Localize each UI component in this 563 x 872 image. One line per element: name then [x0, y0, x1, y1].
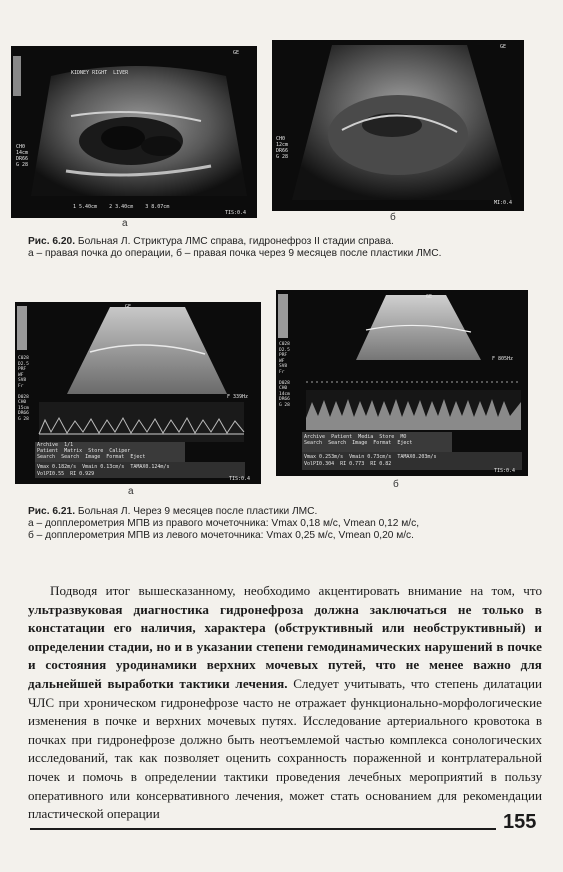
scale-text: F 805Hz [492, 356, 514, 362]
tis-text: TIS:0.4 [494, 468, 516, 474]
ultrasound-image-6-20b [272, 40, 524, 211]
side-parameters: CH0 12cm DR66 G 28 [276, 136, 289, 160]
figure-caption-6-20 [28, 236, 548, 260]
brand-text: GE [426, 294, 433, 300]
caption-subtitle: а – правая почка до операции, б – правая почка через 9 месяцев после пластики ЛМС. [28, 248, 442, 259]
paragraph-continuation: Следует учитывать, что степень дилатации ЧЛС при хроническом гидронефрозе часто не отражает функционально-морфологические изменения в почке и верхних мочевых путях. Исследование артериального кровотока в почках при гидронефрозе должно быть неотъемлемой частью комплекса сонологических исследований, так как позволяет оценить сохранность пораженной и контрлатеральной почек и помочь в определении тактики проведения лечебных мероприятий в пользу оперативного или консервативного лечения, может стать основанием для рекомендации пластической операции [28, 675, 542, 822]
measurements-text-2: VolPI0.55 RI 0.929 [37, 471, 95, 477]
tis-text: TIS:0.4 [225, 210, 247, 216]
side-parameters: C028 D2.5 PRF WF SV8 Fr D028 CH0 14cm DR66 G 28 [279, 342, 290, 408]
brand-text: GE [233, 50, 240, 56]
paragraph-intro: Подводя итог вышесказанному, необходимо акцентировать внимание на том, что [50, 583, 542, 598]
figure-label-a: а [128, 486, 134, 497]
side-parameters: C028 D2.5 PRF WF SV8 Fr D028 CH0 15cm DR66 G 28 [18, 356, 29, 422]
tis-text: MI:0.4 [494, 200, 513, 206]
caption-number: Рис. 6.20. [28, 236, 76, 247]
figure-label-b: б [390, 212, 396, 223]
caption-subtitle-1: а – допплерометрия МПВ из правого мочеточника: Vmax 0,18 м/с, Vmean 0,12 м/с, [28, 518, 420, 529]
brand-text: GE [125, 304, 132, 310]
paragraph-emphasis: ультразвуковая диагностика гидронефроза должна заключаться не только в констатации его наличия, характера (обструктивный или необструктивный) и определении стадии, но и в указании степени гемодинамических нарушений в почке и состояния уродинамики верхних мочевых путей, что не менее важно для дальнейшей выработки тактики лечения. [28, 601, 542, 691]
footer-rule [30, 828, 496, 830]
measurements-text: Vmax 0.182m/s Vmain 0.13cm/s TAMAX0.124m/s [37, 464, 170, 470]
caption-title: Больная Л. Стриктура ЛМС справа, гидронефроз II стадии справа. [77, 236, 394, 247]
doppler-image-6-21b [276, 290, 528, 476]
image-header-text: KIDNEY RIGHT LIVER [71, 70, 129, 76]
body-paragraph [28, 582, 542, 824]
figure-caption-6-21 [28, 506, 548, 542]
menu-text: Archive 1/1 Patient Matrix Store Caliper Search Search Image Format Eject [37, 442, 146, 460]
measurements-text-2: VolPI0.304 RI 0.773 RI 0.82 [304, 461, 392, 467]
doppler-image-6-21a [15, 302, 261, 484]
measurements-text: 1 5.40cm 2 3.40cm 3 8.07cm [73, 204, 170, 210]
caption-number: Рис. 6.21. [28, 506, 76, 517]
ultrasound-image-6-20a [11, 46, 257, 218]
tis-text: TIS:0.4 [229, 476, 251, 482]
brand-text: GE [500, 44, 507, 50]
caption-title: Больная Л. Через 9 месяцев после пластики ЛМС. [77, 506, 318, 517]
figure-label-b: б [393, 479, 399, 490]
caption-subtitle-2: б – допплерометрия МПВ из левого мочеточника: Vmax 0,25 м/с, Vmean 0,20 м/с. [28, 530, 414, 541]
page-number: 155 [503, 811, 537, 833]
side-parameters: CH0 14cm DR66 G 28 [16, 144, 29, 168]
menu-text: Archive Patient Media Store MO Search Search Image Format Eject [304, 434, 413, 446]
figure-label-a: а [122, 218, 128, 229]
measurements-text: Vmax 0.253m/s Vmain 0.73cm/s TAMAX0.203m/s [304, 454, 437, 460]
scale-text: F 339Hz [227, 394, 249, 400]
